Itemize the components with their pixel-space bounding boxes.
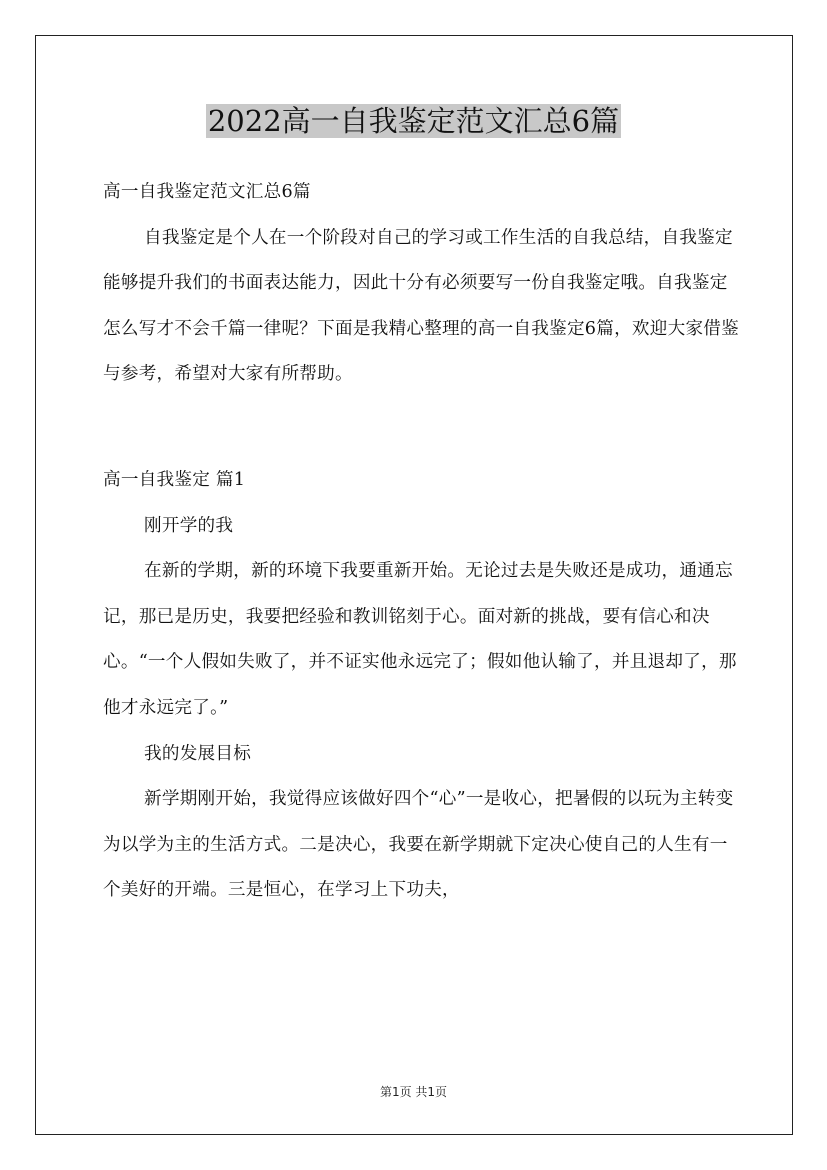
intro-paragraph: 自我鉴定是个人在一个阶段对自己的学习或工作生活的自我总结，自我鉴定能够提升我们的书面表达能力，因此十分有必须要写一份自我鉴定哦。自我鉴定怎么写才不会千篇一律呢？下面是我精心整理的高一自我鉴定6篇，欢迎大家借鉴与参考，希望对大家有所帮助。 [103, 227, 739, 385]
section-paragraph-1: 在新的学期，新的环境下我要重新开始。无论过去是失败还是成功，通通忘记，那已是历史，我要把经验和教训铭刻于心。面对新的挑战，要有信心和决心。“一个人假如失败了，并不证实他永远完了；假如他认输了，并且退却了，那他才永远完了。” [103, 561, 737, 718]
section-paragraph-2: 新学期刚开始，我觉得应该做好四个“心”一是收心，把暑假的以玩为主转变为以学为主的生活方式。二是决心，我要在新学期就下定决心使自己的人生有一个美好的开端。三是恒心，在学习上下功夫， [103, 789, 734, 901]
document-subtitle: 高一自我鉴定范文汇总6篇 [103, 182, 311, 202]
section-heading: 高一自我鉴定 篇1 [103, 469, 246, 490]
document-title [0, 100, 827, 142]
section-subheading-goals: 我的发展目标 [144, 743, 252, 764]
section-subheading-start: 刚开学的我 [144, 515, 234, 536]
page-footer [0, 1082, 827, 1102]
document-title-text: 2022高一自我鉴定范文汇总6篇 [207, 104, 620, 138]
paragraph-gap [103, 398, 743, 458]
page-number: 第1页 共1页 [379, 1085, 448, 1099]
document-body [103, 170, 743, 914]
